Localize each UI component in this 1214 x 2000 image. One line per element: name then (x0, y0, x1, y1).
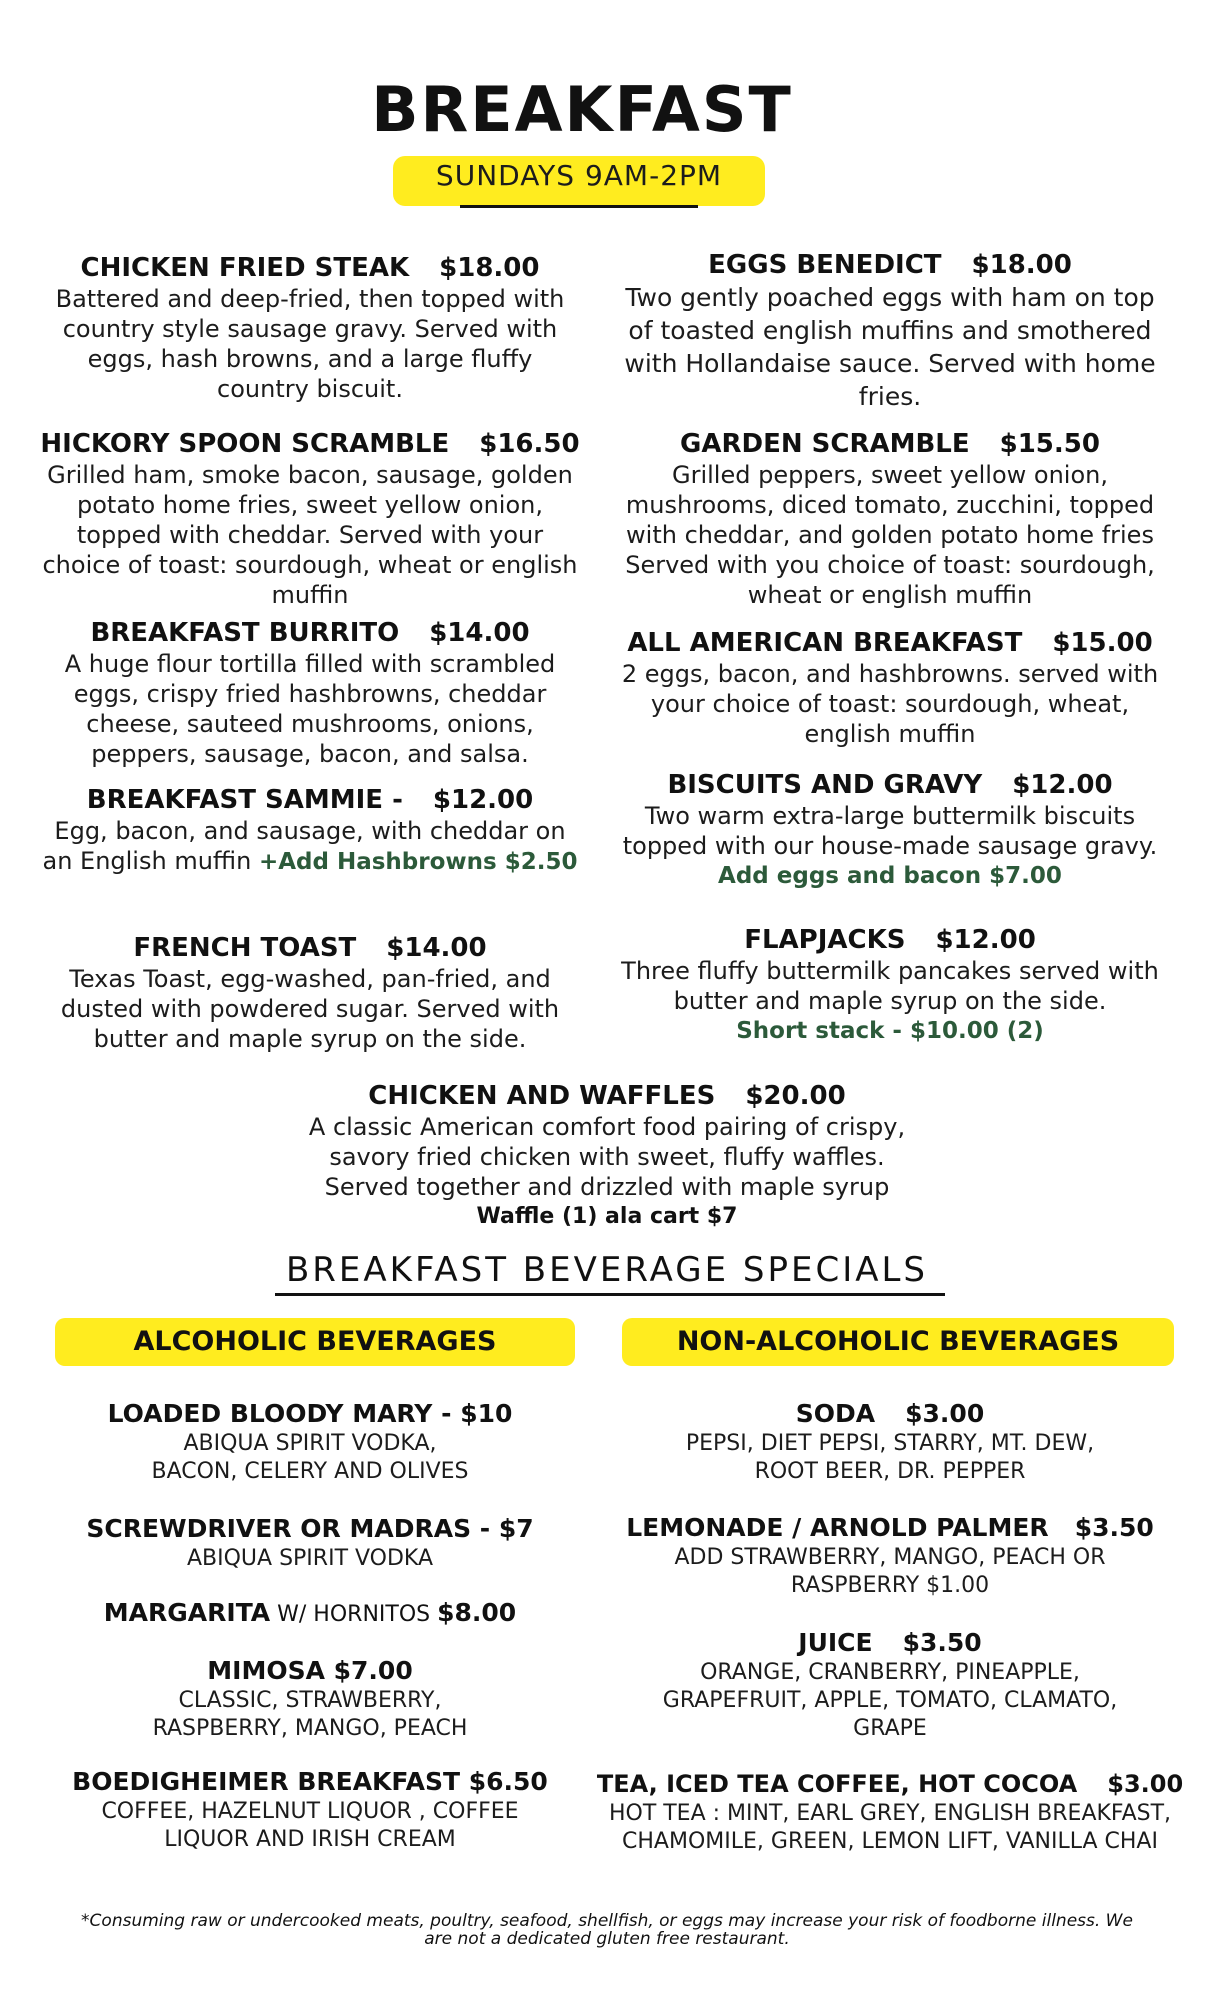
beverage-description: ABIQUA SPIRIT VODKA, BACON, CELERY AND OLIVES (151, 1431, 469, 1484)
beverage-description: ABIQUA SPIRIT VODKA (186, 1546, 434, 1571)
menu-item (620, 627, 1160, 749)
item-addon-note: +Add Hashbrowns $2.50 (258, 849, 578, 875)
beverage-item (620, 1512, 1160, 1600)
menu-item (40, 428, 580, 610)
menu-item (40, 252, 580, 404)
menu-item (40, 932, 580, 1054)
item-description: Grilled ham, smoke bacon, sausage, golden potato home fries, sweet yellow onion, topped with cheddar. Served with your choice of toast: sourdough, wheat or english muffin (42, 461, 578, 609)
alcoholic-header: ALCOHOLIC BEVERAGES (55, 1318, 575, 1366)
item-addon-note: Short stack - $10.00 (2) (736, 1018, 1044, 1044)
beverage-item (40, 1655, 580, 1743)
item-description: Texas Toast, egg-washed, pan-fried, and dusted with powdered sugar. Served with butter and maple syrup on the side. (60, 965, 560, 1053)
beverage-description: PEPSI, DIET PEPSI, STARRY, MT. DEW, ROOT BEER, DR. PEPPER (685, 1431, 1095, 1484)
section-underline (275, 1293, 945, 1296)
beverage-name: JUICE (798, 1628, 873, 1657)
beverage-price: $3.50 (1074, 1513, 1154, 1542)
item-name: BREAKFAST BURRITO (90, 618, 400, 648)
beverage-name: SCREWDRIVER OR MADRAS - $7 (86, 1514, 534, 1543)
menu-item (620, 249, 1160, 413)
item-name: ALL AMERICAN BREAKFAST (627, 628, 1023, 658)
beverage-price: $3.00 (1107, 1770, 1184, 1798)
beverage-item (40, 1513, 580, 1573)
beverage-name: SODA (795, 1399, 876, 1428)
item-description: A huge flour tortilla filled with scrambled eggs, crispy fried hashbrowns, cheddar cheese, sauteed mushrooms, onions, peppers, sausage, bacon, and salsa. (64, 650, 556, 768)
item-price: $18.00 (971, 250, 1072, 280)
item-name: FLAPJACKS (744, 925, 906, 955)
item-name: EGGS BENEDICT (708, 250, 942, 280)
item-name: BREAKFAST SAMMIE - (86, 785, 403, 815)
beverage-description: ADD STRAWBERRY, MANGO, PEACH OR RASPBERRY $1.00 (674, 1545, 1106, 1598)
beverage-price: $3.00 (905, 1399, 985, 1428)
item-name: CHICKEN AND WAFFLES (368, 1081, 716, 1111)
item-price: $12.00 (935, 925, 1036, 955)
beverage-description: CLASSIC, STRAWBERRY, RASPBERRY, MANGO, PEACH (152, 1688, 468, 1741)
item-name: BISCUITS AND GRAVY (667, 770, 983, 800)
item-price: $12.00 (432, 785, 534, 815)
menu-item (620, 428, 1160, 610)
item-price: $18.00 (439, 253, 540, 283)
beverage-name: TEA, ICED TEA COFFEE, HOT COCOA (596, 1770, 1078, 1798)
beverage-section-title: BREAKFAST BEVERAGE SPECIALS (285, 1250, 929, 1290)
item-description: Three fluffy buttermilk pancakes served with butter and maple syrup on the side. (621, 957, 1159, 1015)
beverage-description: HOT TEA : MINT, EARL GREY, ENGLISH BREAKFAST, CHAMOMILE, GREEN, LEMON LIFT, VANILLA CHAI (608, 1801, 1172, 1854)
hours-label: SUNDAYS 9AM-2PM (435, 159, 723, 192)
item-name: CHICKEN FRIED STEAK (80, 253, 410, 283)
item-price: $14.00 (429, 618, 530, 648)
beverage-price: $3.50 (902, 1628, 982, 1657)
beverage-name: BOEDIGHEIMER BREAKFAST $6.50 (72, 1767, 548, 1796)
item-price: $15.50 (999, 429, 1100, 459)
item-name: HICKORY SPOON SCRAMBLE (40, 429, 450, 459)
page-title: BREAKFAST (371, 73, 793, 146)
non-alcoholic-header: NON-ALCOHOLIC BEVERAGES (622, 1318, 1174, 1366)
item-price: $14.00 (386, 933, 487, 963)
beverage-description: ORANGE, CRANBERRY, PINEAPPLE, GRAPEFRUIT, APPLE, TOMATO, CLAMATO, GRAPE (662, 1660, 1118, 1741)
item-description: Two gently poached eggs with ham on top of toasted english muffins and smothered with Hollandaise sauce. Served with home fries. (624, 283, 1156, 411)
disclaimer-footer: *Consuming raw or undercooked meats, poultry, seafood, shellfish, or eggs may increase your risk of foodborne illness. We are not a dedicated gluten free restaurant. (81, 1911, 1133, 1949)
beverage-price: $8.00 (437, 1598, 517, 1627)
item-addon-note: Add eggs and bacon $7.00 (718, 863, 1062, 889)
beverage-item (40, 1766, 580, 1854)
item-description: Two warm extra-large buttermilk biscuits topped with our house-made sausage gravy. (622, 802, 1158, 860)
hours-underline (460, 205, 698, 208)
beverage-name: LEMONADE / ARNOLD PALMER (626, 1513, 1049, 1542)
item-description: Egg, bacon, and sausage, with cheddar on an English muffin (42, 817, 566, 875)
beverage-detail: W/ HORNITOS (270, 1602, 438, 1627)
item-price: $12.00 (1012, 770, 1113, 800)
item-price: $15.00 (1052, 628, 1153, 658)
beverage-description: COFFEE, HAZELNUT LIQUOR , COFFEE LIQUOR AND IRISH CREAM (101, 1799, 519, 1852)
item-description: 2 eggs, bacon, and hashbrowns. served with your choice of toast: sourdough, wheat, english muffin (621, 660, 1159, 748)
beverage-name: MIMOSA $7.00 (207, 1656, 413, 1685)
menu-item (620, 769, 1160, 891)
menu-item (40, 784, 580, 877)
menu-item-featured (247, 1080, 967, 1232)
item-price: $16.50 (479, 429, 580, 459)
item-addon-note: Waffle (1) ala cart $7 (476, 1204, 738, 1229)
item-price: $20.00 (745, 1081, 846, 1111)
item-description: A classic American comfort food pairing of crispy, savory fried chicken with sweet, fluffy waffles. Served together and drizzled with maple syrup (308, 1113, 906, 1201)
beverage-item (590, 1768, 1190, 1856)
item-description: Battered and deep-fried, then topped with country style sausage gravy. Served with eggs, hash browns, and a large fluffy country biscuit. (55, 285, 565, 403)
beverage-name: MARGARITA (103, 1598, 271, 1627)
beverage-item (40, 1597, 580, 1631)
beverage-item (620, 1398, 1160, 1486)
beverage-item (620, 1627, 1160, 1743)
beverage-name: LOADED BLOODY MARY - $10 (107, 1399, 513, 1428)
menu-item (40, 617, 580, 769)
item-description: Grilled peppers, sweet yellow onion, mushrooms, diced tomato, zucchini, topped with cheddar, and golden potato home fries Served with you choice of toast: sourdough, wheat or english muffin (625, 461, 1155, 609)
item-name: FRENCH TOAST (133, 933, 357, 963)
beverage-item (40, 1398, 580, 1486)
item-name: GARDEN SCRAMBLE (680, 429, 970, 459)
menu-item (620, 924, 1160, 1046)
